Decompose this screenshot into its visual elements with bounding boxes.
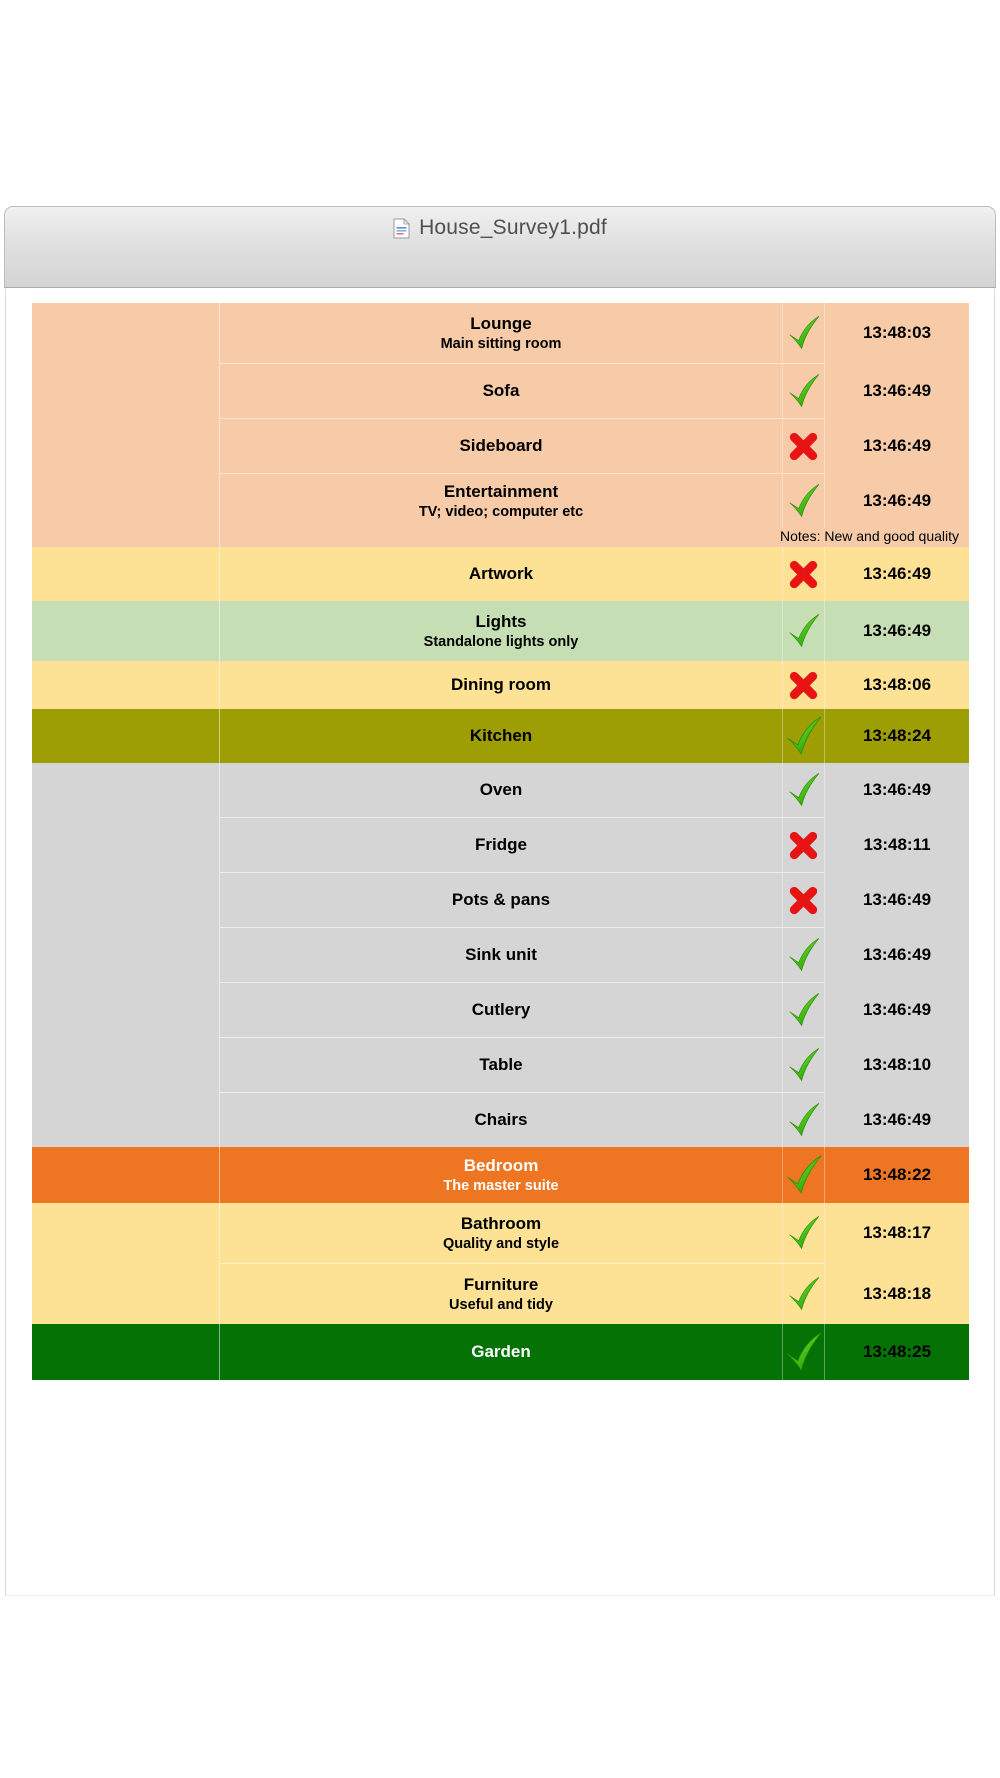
check-icon: [785, 991, 823, 1029]
timestamp: 13:46:49: [862, 621, 932, 640]
document-icon[interactable]: [393, 218, 410, 239]
item-name: Bedroom: [463, 1156, 539, 1176]
table-row: [220, 1147, 969, 1203]
section-color-column: [32, 547, 220, 601]
item-subtitle: Main sitting room: [440, 335, 562, 352]
timestamp: 13:46:49: [862, 491, 932, 510]
timestamp: 13:46:49: [862, 436, 932, 455]
check-icon: [785, 1046, 823, 1084]
timestamp: 13:48:25: [862, 1342, 932, 1361]
item-name: Kitchen: [469, 726, 533, 746]
check-icon: [785, 482, 823, 520]
section-color-column: [32, 601, 220, 661]
section-color-column: [32, 661, 220, 709]
check-icon: [785, 1275, 823, 1313]
item-name: Oven: [479, 780, 523, 800]
item-subtitle: Useful and tidy: [449, 1296, 553, 1313]
cross-icon: [787, 884, 820, 917]
item-name: Artwork: [468, 564, 534, 584]
table-row: [220, 1038, 969, 1092]
check-icon: [782, 714, 826, 758]
item-name: Garden: [471, 1342, 531, 1362]
section-color-column: [32, 709, 220, 763]
table-row: [220, 303, 969, 363]
table-row: [220, 763, 969, 817]
section-garden: [32, 1324, 969, 1380]
table-row: [220, 818, 969, 872]
table-row: [220, 873, 969, 927]
check-icon: [782, 1330, 826, 1374]
item-name: Furniture: [463, 1275, 539, 1295]
table-row: [220, 928, 969, 982]
table-row: [220, 419, 969, 473]
cross-icon: [787, 669, 820, 702]
item-subtitle: TV; video; computer etc: [418, 503, 584, 520]
pdf-preview-area: [5, 289, 995, 1596]
item-subtitle: The master suite: [443, 1177, 559, 1194]
section-lights: [32, 601, 969, 661]
item-subtitle: Quality and style: [442, 1235, 560, 1252]
timestamp: 13:48:06: [862, 675, 932, 694]
timestamp: 13:46:49: [862, 564, 932, 583]
timestamp: 13:48:11: [863, 835, 931, 854]
section-color-column: [32, 303, 220, 547]
timestamp: 13:46:49: [862, 945, 932, 964]
item-name: Chairs: [474, 1110, 528, 1130]
timestamp: 13:46:49: [862, 381, 932, 400]
table-row: [220, 364, 969, 418]
section-kitchen-items: [32, 763, 969, 1147]
cross-icon: [787, 430, 820, 463]
check-icon: [785, 612, 823, 650]
check-icon: [785, 1101, 823, 1139]
section-dining-room: [32, 661, 969, 709]
item-name: Lights: [475, 612, 527, 632]
timestamp: 13:48:24: [862, 726, 932, 745]
check-icon: [785, 771, 823, 809]
timestamp: 13:48:10: [862, 1055, 932, 1074]
item-name: Pots & pans: [451, 890, 551, 910]
timestamp: 13:48:22: [862, 1165, 932, 1184]
cross-icon: [787, 829, 820, 862]
window-title: House_Survey1.pdf: [419, 216, 607, 239]
section-artwork: [32, 547, 969, 601]
table-row: [220, 1093, 969, 1147]
survey-table: [32, 303, 969, 1380]
timestamp: 13:46:49: [862, 1110, 932, 1129]
cross-icon: [787, 558, 820, 591]
item-name: Dining room: [450, 675, 552, 695]
item-name: Entertainment: [443, 482, 559, 502]
section-color-column: [32, 1147, 220, 1203]
table-row: [220, 1264, 969, 1324]
table-row: [220, 1324, 969, 1380]
section-kitchen: [32, 709, 969, 763]
item-subtitle: Standalone lights only: [423, 633, 579, 650]
item-name: Sink unit: [465, 945, 537, 965]
check-icon: [782, 1153, 826, 1197]
item-name: Table: [479, 1055, 523, 1075]
timestamp: 13:46:49: [862, 890, 932, 909]
timestamp: 13:48:03: [862, 323, 932, 342]
check-icon: [785, 1214, 823, 1252]
table-row: [220, 709, 969, 763]
table-row: [220, 661, 969, 709]
section-color-column: [32, 1324, 220, 1380]
item-name: Lounge: [470, 314, 532, 334]
note-text: Notes: New and good quality: [780, 528, 959, 544]
item-name: Fridge: [475, 835, 527, 855]
section-color-column: [32, 763, 220, 1147]
check-icon: [785, 936, 823, 974]
table-row: [220, 547, 969, 601]
table-row: [220, 601, 969, 661]
window-titlebar[interactable]: [4, 206, 996, 288]
item-name: Cutlery: [471, 1000, 531, 1020]
section-color-column: [32, 1203, 220, 1324]
item-name: Sofa: [482, 381, 520, 401]
timestamp: 13:48:17: [862, 1223, 932, 1242]
timestamp: 13:46:49: [862, 780, 932, 799]
timestamp: 13:46:49: [862, 1000, 932, 1019]
section-bathroom-furniture: [32, 1203, 969, 1324]
table-row: [220, 983, 969, 1037]
section-lounge: [32, 303, 969, 547]
table-row: [220, 474, 969, 528]
item-name: Sideboard: [459, 436, 543, 456]
timestamp: 13:48:18: [862, 1284, 932, 1303]
check-icon: [785, 372, 823, 410]
table-row: [220, 1203, 969, 1263]
section-bedroom: [32, 1147, 969, 1203]
check-icon: [785, 314, 823, 352]
item-name: Bathroom: [460, 1214, 542, 1234]
